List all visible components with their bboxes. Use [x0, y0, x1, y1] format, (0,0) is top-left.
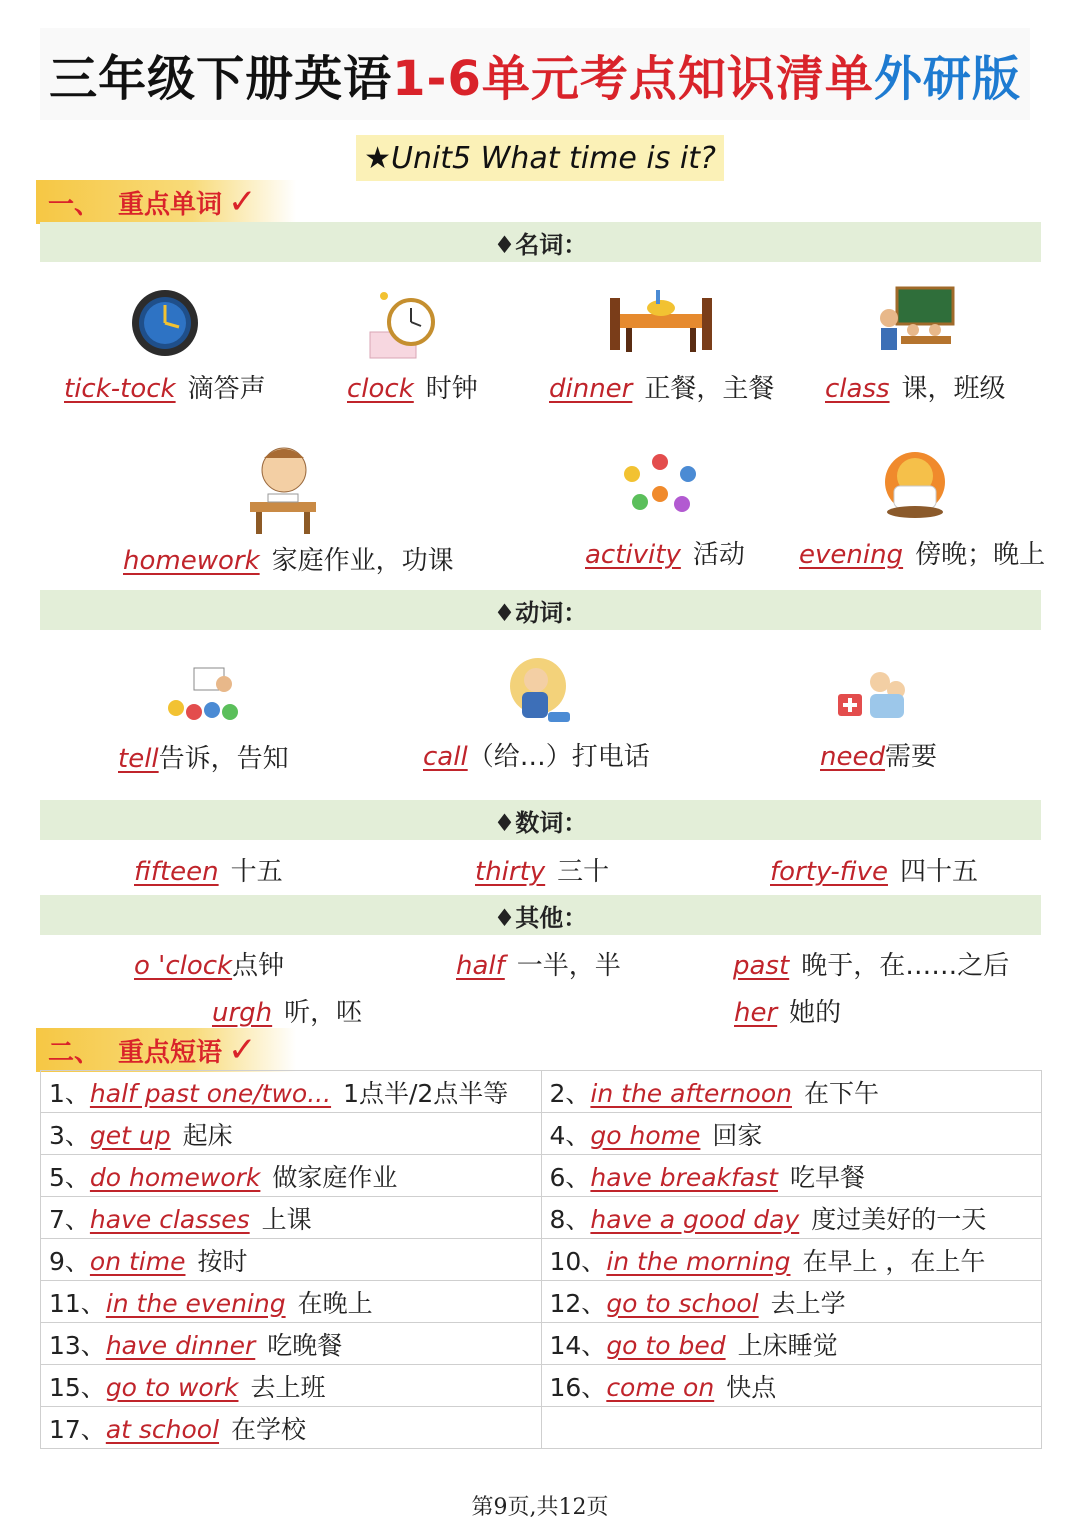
word-forty-five	[770, 851, 978, 888]
phrase-cn: 去上班	[250, 1372, 326, 1402]
phrase-number: 16、	[549, 1372, 607, 1402]
section-number: 一、	[48, 189, 101, 220]
title-part1: 三年级下册英语	[49, 50, 393, 107]
word-en: tick-tock	[64, 374, 176, 404]
word-cn: 正餐，主餐	[644, 374, 775, 404]
phrase-en: go to school	[606, 1288, 759, 1318]
word-cn: （给…）打电话	[467, 742, 650, 772]
table-row	[41, 1323, 1042, 1365]
word-cn: 十五	[230, 857, 283, 887]
word-cn: 告诉，告知	[158, 744, 289, 774]
word-her	[734, 992, 841, 1029]
phrase-cell	[41, 1239, 542, 1281]
phrase-cell	[541, 1365, 1042, 1407]
word-cn: 晚于，在……之后	[801, 951, 1010, 981]
word-tick-tock	[64, 368, 266, 405]
phrase-number: 1、	[49, 1078, 90, 1108]
others-band: ♦其他：	[40, 895, 1041, 935]
dinner-table-icon	[608, 284, 714, 356]
word-cn: 需要	[884, 742, 937, 772]
word-en: fifteen	[134, 857, 219, 887]
word-en: homework	[123, 546, 260, 576]
phrase-number: 9、	[49, 1246, 90, 1276]
phrase-en: go to work	[105, 1372, 239, 1402]
word-half	[456, 945, 621, 982]
phone-call-icon	[500, 656, 576, 728]
word-cn: 活动	[692, 540, 745, 570]
phrase-cn: 快点	[726, 1372, 777, 1402]
phrase-cell	[541, 1323, 1042, 1365]
word-en: half	[456, 951, 505, 981]
phrase-cn: 吃早餐	[789, 1162, 865, 1192]
phrase-en: half past one/two...	[89, 1078, 332, 1108]
phrase-number: 13、	[49, 1330, 106, 1360]
word-fifteen	[134, 851, 283, 888]
unit-heading: ★Unit5 What time is it?	[356, 135, 724, 181]
child-homework-icon	[246, 440, 320, 536]
phrase-en: in the morning	[606, 1246, 791, 1276]
phrase-number: 14、	[549, 1330, 607, 1360]
section-label: 重点短语	[118, 1037, 223, 1068]
phrase-cn: 在早上 ，在上午	[802, 1246, 986, 1276]
verbs-band: ♦动词：	[40, 590, 1041, 630]
phrase-cell	[41, 1155, 542, 1197]
phrase-cn: 在下午	[803, 1078, 879, 1108]
checkmark-icon: ✓	[228, 1030, 257, 1070]
word-en: forty-five	[770, 857, 888, 887]
word-cn: 一半，半	[516, 951, 621, 981]
phrase-cn: 度过美好的一天	[811, 1204, 987, 1234]
word-class	[825, 368, 1006, 405]
word-cn: 时钟	[425, 374, 478, 404]
phrase-cn: 做家庭作业	[272, 1162, 398, 1192]
phrase-en: do homework	[89, 1162, 261, 1192]
word-en: evening	[799, 540, 904, 570]
phrase-cn: 起床	[182, 1120, 233, 1150]
word-en: o 'clock	[134, 951, 233, 981]
table-row	[41, 1071, 1042, 1113]
phrase-number: 11、	[49, 1288, 106, 1318]
phrase-cell	[41, 1323, 542, 1365]
word-call	[423, 736, 650, 773]
clock-face-icon	[125, 287, 205, 359]
phrase-cell	[541, 1281, 1042, 1323]
word-cn: 滴答声	[187, 374, 266, 404]
phrase-en: go home	[590, 1120, 701, 1150]
word-tell	[118, 738, 289, 775]
phrase-cn: 在晚上	[297, 1288, 373, 1318]
word-cn: 四十五	[899, 857, 978, 887]
nouns-band: ♦名词：	[40, 222, 1041, 262]
phrase-cell	[41, 1113, 542, 1155]
word-en: her	[734, 998, 778, 1028]
word-en: need	[820, 742, 885, 772]
phrase-cn: 去上学	[770, 1288, 846, 1318]
phrase-en: have a good day	[590, 1204, 800, 1234]
phrase-en: go to bed	[606, 1330, 726, 1360]
word-urgh	[212, 992, 362, 1029]
phrase-number: 12、	[549, 1288, 607, 1318]
phrase-cell	[41, 1407, 542, 1449]
phrase-en: in the afternoon	[590, 1078, 792, 1108]
word-en: urgh	[212, 998, 273, 1028]
phrase-cn: 按时	[197, 1246, 248, 1276]
phrase-cn: 回家	[712, 1120, 763, 1150]
word-need	[820, 736, 937, 773]
word-homework	[123, 540, 454, 577]
word-en: tell	[118, 744, 159, 774]
phrase-number: 4、	[549, 1120, 591, 1150]
word-en: call	[423, 742, 468, 772]
numerals-band: ♦数词：	[40, 800, 1041, 840]
phrase-number: 6、	[549, 1162, 591, 1192]
phrase-cell	[541, 1197, 1042, 1239]
phrase-en: in the evening	[105, 1288, 286, 1318]
phrase-en: come on	[606, 1372, 715, 1402]
phrase-cn: 在学校	[231, 1414, 307, 1444]
word-cn: 课，班级	[901, 374, 1006, 404]
word-past	[733, 945, 1009, 982]
phrase-en: have classes	[89, 1204, 250, 1234]
phrase-cell	[41, 1365, 542, 1407]
phrase-en: get up	[89, 1120, 171, 1150]
word-en: dinner	[549, 374, 633, 404]
word-en: thirty	[475, 857, 546, 887]
section-label: 重点单词	[118, 189, 223, 220]
phrase-number: 7、	[49, 1204, 90, 1234]
phrase-cell	[41, 1197, 542, 1239]
page-footer: 第9页,共12页	[471, 1495, 609, 1520]
section-heading-phrases	[36, 1028, 296, 1072]
phrase-en: have breakfast	[590, 1162, 778, 1192]
table-row	[41, 1365, 1042, 1407]
phrase-cn: 上课	[261, 1204, 312, 1234]
word-en: clock	[347, 374, 414, 404]
table-row	[41, 1407, 1042, 1449]
title-part2: 1-6单元考点知识清单	[392, 50, 874, 107]
table-row	[41, 1155, 1042, 1197]
phrase-en: on time	[89, 1246, 186, 1276]
phrase-en: at school	[105, 1414, 220, 1444]
phrase-number: 5、	[49, 1162, 90, 1192]
word-cn: 她的	[789, 998, 842, 1028]
storytelling-icon	[164, 664, 246, 728]
word-oclock	[134, 945, 284, 982]
alarm-clock-icon	[366, 288, 452, 362]
phrase-number: 8、	[549, 1204, 591, 1234]
phrase-cell	[541, 1239, 1042, 1281]
phrase-number: 2、	[549, 1078, 591, 1108]
checkmark-icon: ✓	[228, 182, 257, 222]
phrase-cell	[541, 1155, 1042, 1197]
phrase-number: 3、	[49, 1120, 90, 1150]
phrase-en: have dinner	[105, 1330, 256, 1360]
word-en: class	[825, 374, 890, 404]
phrase-number: 15、	[49, 1372, 106, 1402]
phrase-cn: 上床睡觉	[737, 1330, 838, 1360]
word-cn: 三十	[557, 857, 610, 887]
first-aid-care-icon	[836, 664, 910, 724]
table-row	[41, 1197, 1042, 1239]
word-activity	[585, 534, 745, 571]
phrase-cell	[541, 1113, 1042, 1155]
evening-tea-icon	[880, 450, 950, 522]
phrase-cn: 吃晚餐	[267, 1330, 343, 1360]
phrase-cell	[41, 1071, 542, 1113]
word-cn: 听，呸	[284, 998, 363, 1028]
word-cn: 傍晚；晚上	[915, 540, 1046, 570]
phrase-number: 10、	[549, 1246, 607, 1276]
phrase-cell	[541, 1071, 1042, 1113]
phrase-number: 17、	[49, 1414, 106, 1444]
title-part3: 外研版	[873, 50, 1021, 107]
phrases-table	[40, 1070, 1042, 1449]
classroom-icon	[875, 284, 955, 356]
table-row	[41, 1113, 1042, 1155]
section-heading-words	[36, 180, 296, 224]
word-evening	[799, 534, 1045, 571]
phrase-cn: 1点半/2点半等	[343, 1078, 509, 1108]
phrase-cell	[41, 1281, 542, 1323]
table-row	[41, 1239, 1042, 1281]
word-en: activity	[585, 540, 681, 570]
table-row	[41, 1281, 1042, 1323]
word-dinner	[549, 368, 774, 405]
word-thirty	[475, 851, 609, 888]
kids-activity-icon	[618, 450, 704, 518]
empty-cell	[541, 1407, 1042, 1449]
page-title	[40, 28, 1030, 120]
word-clock	[347, 368, 478, 405]
word-cn: 点钟	[232, 951, 285, 981]
word-en: past	[733, 951, 790, 981]
word-cn: 家庭作业，功课	[271, 546, 454, 576]
section-number: 二、	[48, 1037, 101, 1068]
